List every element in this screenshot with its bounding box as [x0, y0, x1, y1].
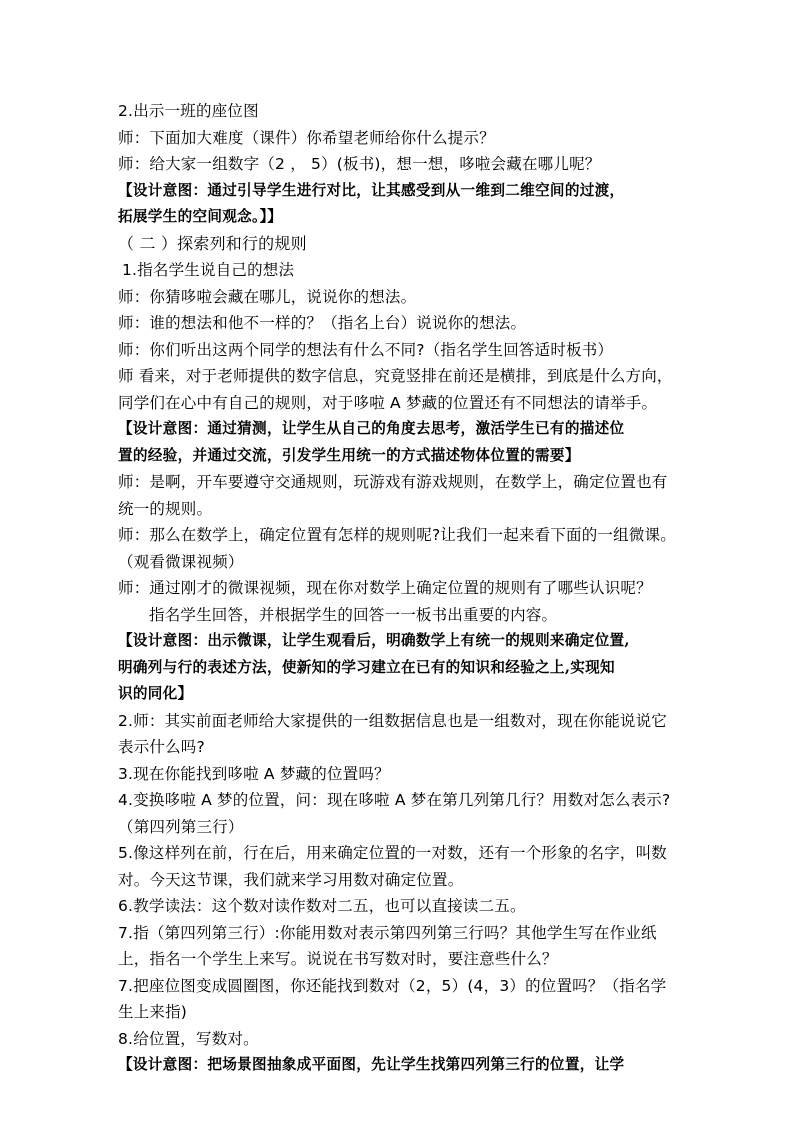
text-line: （第四列第三行） — [118, 817, 244, 836]
text-line: 7.指（第四列第三行）:你能用数对表示第四列第三行吗？其他学生写在作业纸 — [118, 923, 657, 942]
text-line: 2.出示一班的座位图 — [118, 102, 259, 120]
design-intent-line: 明确列与行的表述方法，使新知的学习建立在已有的知识和经验之上,实现知 — [118, 658, 615, 676]
text-line: （观看微课视频） — [118, 552, 244, 571]
document-page — [118, 98, 684, 1079]
text-line: 4.变换哆啦 A 梦的位置，问：现在哆啦 A 梦在第几列第几行？用数对怎么表示? — [118, 791, 671, 809]
text-line: 7.把座位图变成圆圈图，你还能找到数对（2，5）(4，3）的位置吗？（指名学 — [118, 976, 667, 995]
text-line: 师：通过刚才的微课视频，现在你对数学上确定位置的规则有了哪些认识呢？ — [118, 579, 652, 597]
text-line: 指名学生回答，并根据学生的回答一一板书出重要的内容。 — [149, 605, 558, 624]
text-line: 师：给大家一组数字（2 ， 5）(板书)，想一想，哆啦会藏在哪儿呢？ — [118, 155, 601, 173]
text-line: 统一的规则。 — [118, 499, 213, 518]
design-intent-line: 拓展学生的空间观念。】】 — [118, 208, 283, 225]
text-line: 1.指名学生说自己的想法 — [122, 261, 295, 279]
text-line: 8.给位置，写数对。 — [118, 1029, 259, 1048]
design-intent-line: 【设计意图：出示微课，让学生观看后，明确数学上有统一的规则来确定位置, — [118, 632, 630, 649]
text-line: 同学们在心中有自己的规则，对于哆啦 A 梦藏的位置还有不同想法的请举手。 — [118, 393, 658, 412]
text-line: 3.现在你能找到哆啦 A 梦藏的位置吗？ — [118, 764, 390, 783]
section-heading: （ 二 ）探索列和行的规则 — [118, 233, 307, 253]
design-intent-line: 【设计意图：把场景图抽象成平面图，先让学生找第四列第三行的位置，让学 — [118, 1056, 625, 1073]
design-intent-line: 【设计意图：通过引导学生进行对比，让其感受到从一维到二维空间的过渡， — [118, 181, 625, 199]
text-line: 2.师：其实前面老师给大家提供的一组数据信息也是一组数对，现在你能说说它 — [118, 711, 667, 730]
text-line: 师：是啊，开车要遵守交通规则，玩游戏有游戏规则，在数学上，确定位置也有 — [118, 473, 668, 491]
text-line: 师：那么在数学上，确定位置有怎样的规则呢?让我们一起来看下面的一组微课。 — [118, 526, 676, 544]
text-line: 上，指名一个学生上来写。说说在书写数对时，要注意些什么？ — [118, 950, 558, 968]
design-intent-line: 置的经验，并通过交流，引发学生用统一的方式描述物体位置的需要】 — [118, 446, 580, 464]
text-line: 表示什么吗? — [118, 738, 205, 756]
text-line: 师：下面加大难度（课件）你希望老师给你什么提示？ — [118, 128, 495, 147]
text-line: 6.教学读法：这个数对读作数对二五，也可以直接读二五。 — [118, 897, 526, 915]
text-line: 师：你们听出这两个同学的想法有什么不同?（指名学生回答适时板书） — [118, 340, 614, 359]
design-intent-line: 【设计意图：通过猜测，让学生从自己的角度去思考，激活学生已有的描述位 — [118, 420, 625, 437]
design-intent-line: 识的同化】 — [118, 685, 193, 702]
text-line: 生上来指) — [118, 1003, 188, 1021]
text-line: 5.像这样列在前，行在后，用来确定位置的一对数，还有一个形象的名字，叫数 — [118, 844, 667, 862]
text-line: 师 看来，对于老师提供的数字信息，究竟竖排在前还是横排，到底是什么方向， — [118, 367, 673, 385]
text-line: 师：谁的想法和他不一样的？（指名上台）说说你的想法。 — [118, 314, 527, 332]
text-line: 师：你猜哆啦会藏在哪儿，说说你的想法。 — [118, 287, 417, 306]
text-line: 对。今天这节课，我们就来学习用数对确定位置。 — [118, 870, 464, 889]
